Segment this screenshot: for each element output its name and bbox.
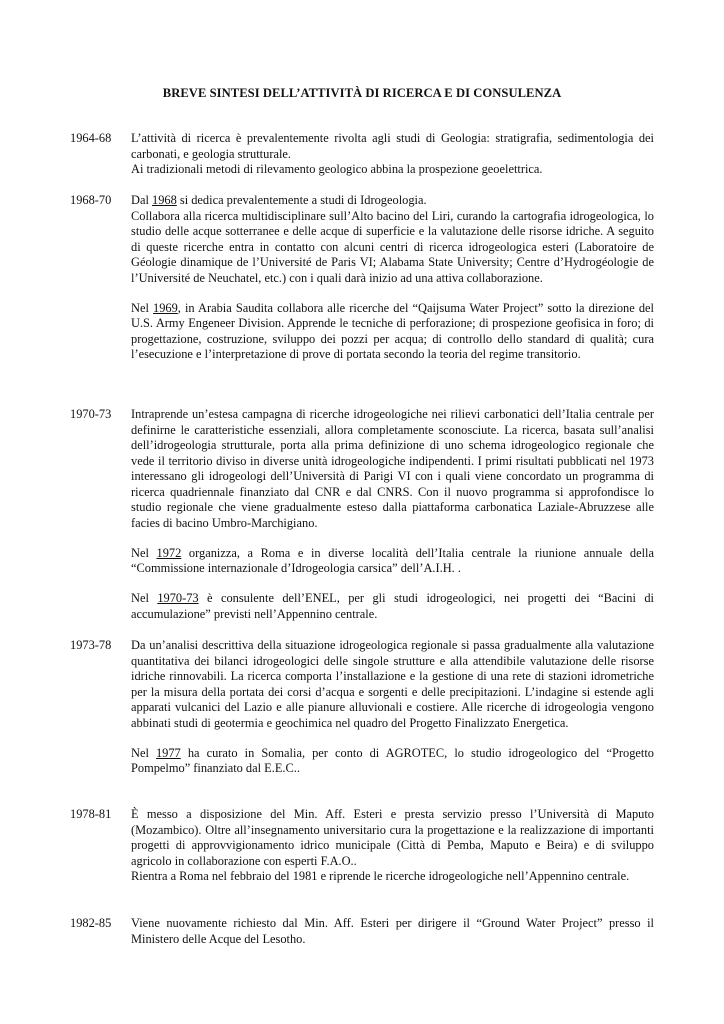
text-span: Nel <box>131 591 158 605</box>
paragraph <box>131 591 654 622</box>
entry-text <box>131 916 654 947</box>
paragraph <box>131 546 654 577</box>
document-title: BREVE SINTESI DELL’ATTIVITÀ DI RICERCA E DI CONSULENZA <box>162 86 562 100</box>
entry-year: 1970-73 <box>70 407 112 421</box>
entry-text <box>131 807 654 885</box>
entry-text <box>131 131 654 178</box>
paragraph: Rientra a Roma nel febbraio del 1981 e riprende le ricerche idrogeologiche nell’Appennino centrale. <box>131 869 630 883</box>
paragraph <box>131 193 654 209</box>
paragraph <box>131 746 654 777</box>
paragraph: È messo a disposizione del Min. Aff. Esteri e presta servizio presso l’Università di Maputo (Mozambico). Oltre all’insegnamento universitario cura la progettazione e la realizzazione di importanti progetti di approvvigionamento idrico municipale (Città di Pemba, Maputo e Beira) e di sviluppo agricolo in collaborazione con esperti F.A.O.. <box>131 807 654 868</box>
entry-year: 1973-78 <box>70 638 112 652</box>
text-span: organizza, a Roma e in diverse località dell’Italia centrale la riunione annuale della “Commissione internazionale d’Idrogeologia carsica” dell’A.I.H. . <box>131 545 654 575</box>
year-link: 1970-73 <box>157 591 199 605</box>
entry-year: 1982-85 <box>70 916 112 930</box>
text-span: Nel <box>131 545 157 560</box>
year-link: 1977 <box>155 745 181 760</box>
text-span: Nel <box>131 300 153 315</box>
text-span: è consulente dell’ENEL, per gli studi idrogeologici, nei progetti dei “Bacini di accumulazione” previsti nell’Appennino centrale. <box>131 591 654 621</box>
entry-year: 1964-68 <box>70 131 112 145</box>
text-span: Nel <box>131 745 156 760</box>
text-span: , in Arabia Saudita collabora alle ricerche del “Qaijsuma Water Project” sotto la direzione del U.S. Army Engeneer Division. Apprende le tecniche di perforazione; di prospezione geofisica in foro; di progettazione, costruzione, sviluppo dei pozzi per acqua; di controllo dello standard di qualità; cura l’esecuzione e l’interpretazione di prove di portata secondo la teoria del regime transitorio. <box>131 300 654 361</box>
year-link: 1968 <box>152 193 177 207</box>
year-link: 1969 <box>153 300 178 315</box>
text-span: si dedica prevalentemente a studi di Idrogeologia. <box>176 193 427 207</box>
entry-year: 1978-81 <box>70 807 112 821</box>
paragraph <box>131 301 654 363</box>
text-span: ha curato in Somalia, per conto di AGROTEC, lo studio idrogeologico del “Progetto Pompelmo” finanziato dal E.E.C.. <box>131 745 654 775</box>
paragraph: Ai tradizionali metodi di rilevamento geologico abbina la prospezione geoelettrica. <box>131 162 543 176</box>
entry-text <box>131 638 654 777</box>
paragraph: L’attività di ricerca è prevalentemente rivolta agli studi di Geologia: stratigrafia, sedimentologia dei carbonati, e geologia strutturale. <box>131 131 654 161</box>
text-span: Dal <box>131 193 152 207</box>
paragraph: Da un’analisi descrittiva della situazione idrogeologica regionale si passa gradualmente alla valutazione quantitativa dei bilanci idrogeologici delle singole strutture e alla attendibile valutazione delle risorse idriche rinnovabili. La ricerca comporta l’installazione e la gestione di una rete di stazioni idrometriche per la misura della portata dei corsi d’acqua e sorgenti e delle precipitazioni. L’indagine si estende agli apparati vulcanici del Lazio e alle pianure alluvionali e costiere. Alle ricerche di idrogeologia vengono abbinati studi di geotermia e geochimica nel quadro del Progetto Finalizzato Energetica. <box>131 638 654 730</box>
paragraph: Viene nuovamente richiesto dal Min. Aff. Esteri per dirigere il “Ground Water Project” presso il Ministero delle Acque del Lesotho. <box>131 916 654 946</box>
entry-year: 1968-70 <box>70 193 112 207</box>
entry-text <box>131 407 654 622</box>
paragraph: Collabora alla ricerca multidisciplinare sull’Alto bacino del Liri, curando la cartografia idrogeologica, lo studio delle acque sotterranee e delle acque di superficie e la valutazione delle risorse idriche. A seguito di queste ricerche entra in contatto con alcuni centri di ricerca idrogeologica esteri (Laboratoire de Géologie dinamique de l’Université de Paris VI; Alabama State University; Centre d’Hydrogéologie de l’Université de Neuchatel, etc.) con i quali darà inizio ad una attiva collaborazione. <box>131 208 654 285</box>
paragraph: Intraprende un’estesa campagna di ricerche idrogeologiche nei rilievi carbonatici dell’Italia centrale per definirne le caratteristiche essenziali, allora completamente sconosciute. La ricerca, basata sull’analisi dell’idrogeologia strutturale, porta alla prima definizione di uno schema idrogeologico regionale che vede il territorio diviso in diverse unità idrogeologiche indipendenti. I primi risultati pubblicati nel 1973 interessano gli idrogeologi dell’Università di Parigi VI con i quali viene concordato un programma di ricerca quadriennale finanziato dal CNR e dal CNRS. Con il nuovo programma si approfondisce lo studio regionale che viene gradualmente esteso dalla piattaforma carbonatica Laziale-Abruzzese alle facies di bacino Umbro-Marchigiano. <box>131 407 654 530</box>
entry-text <box>131 193 654 363</box>
year-link: 1972 <box>156 545 182 560</box>
